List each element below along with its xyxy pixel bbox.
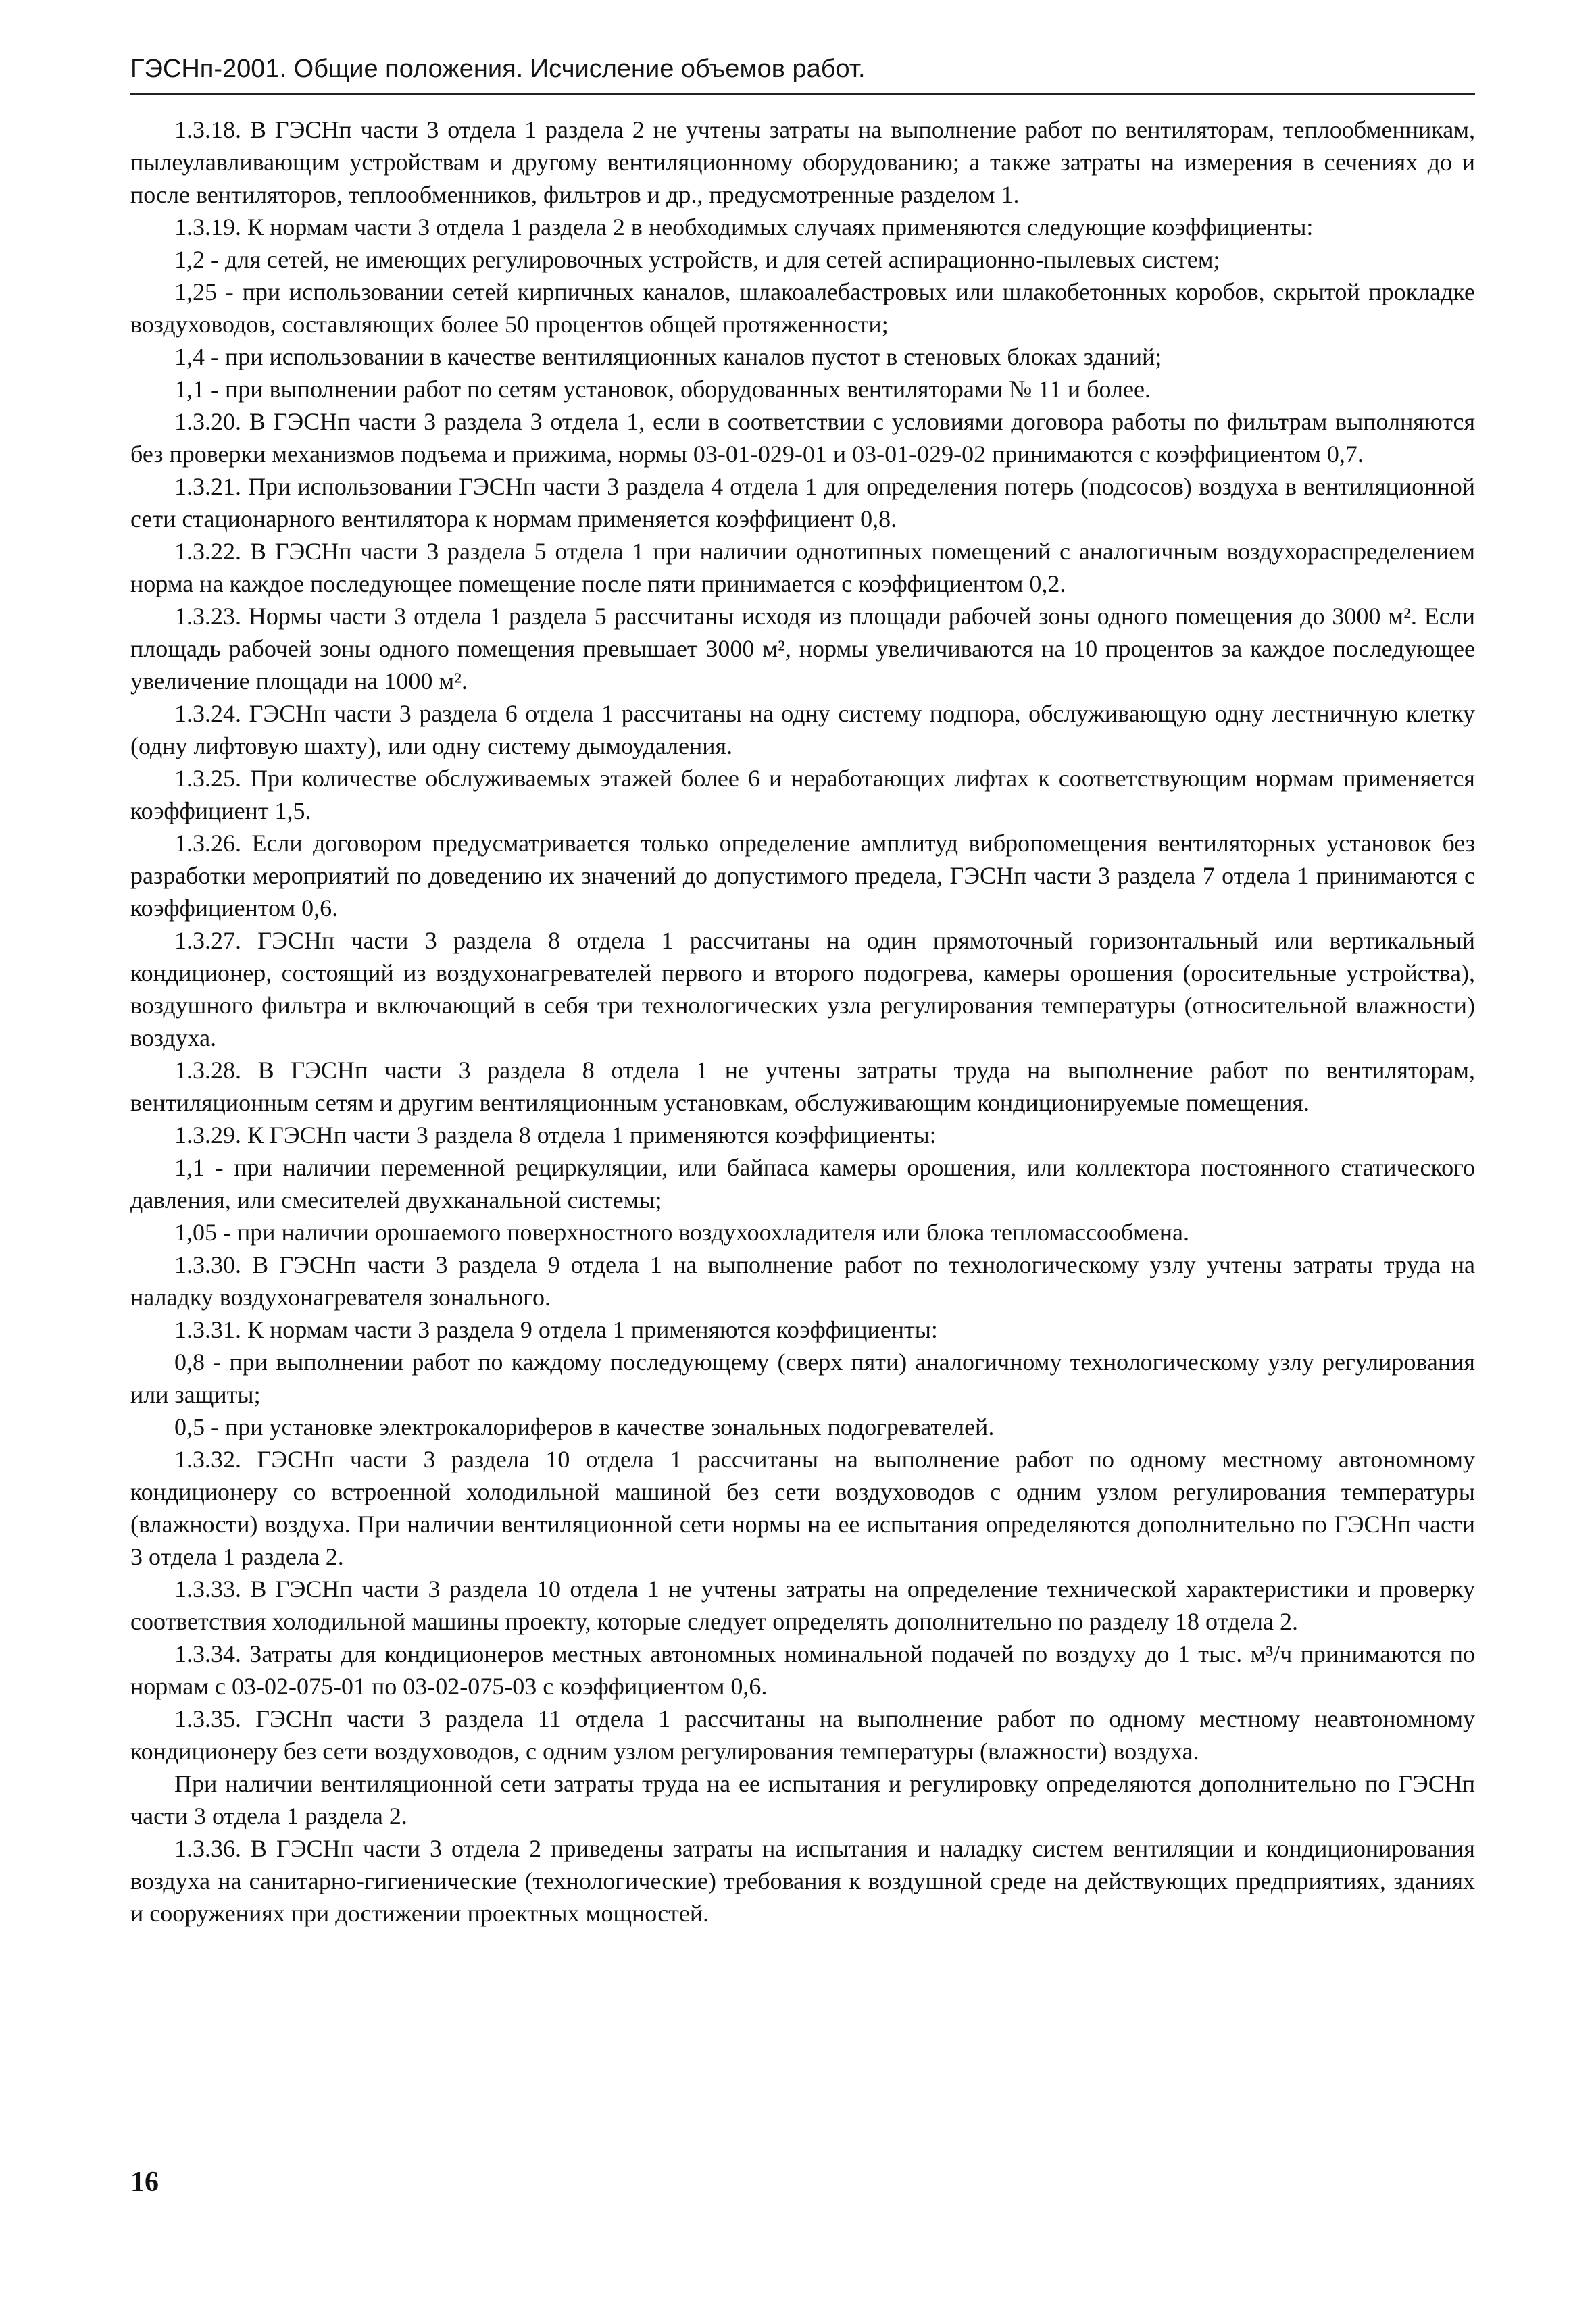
coefficient-item: 1,05 - при наличии орошаемого поверхностного воздухоохладителя или блока тепломассообмена. [174,1219,1189,1246]
paragraph-1-3-33: 1.3.33. В ГЭСНп части 3 раздела 10 отдела 1 не учтены затраты на определение технической характеристики и проверку соответствия холодильной машины проекту, которые следует определять дополнительно по разделу 18 отдела 2. [130,1576,1475,1635]
coefficient-item: 1,25 - при использовании сетей кирпичных каналов, шлакоалебастровых или шлакобетонных коробов, скрытой прокладке воздуховодов, составляющих более 50 процентов общей протяженности; [130,278,1475,338]
paragraph-1-3-36: 1.3.36. В ГЭСНп части 3 отдела 2 приведены затраты на испытания и наладку систем вентиляции и кондиционирования воздуха на санитарно-гигиенические (технологические) требования к воздушной среде на действующих предприятиях, зданиях и сооружениях при достижении проектных мощностей. [130,1835,1475,1927]
coefficient-item: 0,8 - при выполнении работ по каждому последующему (сверх пяти) аналогичному технологическому узлу регулирования или защиты; [130,1349,1475,1408]
paragraph-1-3-19: 1.3.19. К нормам части 3 отдела 1 раздела 2 в необходимых случаях применяются следующие коэффициенты: [174,213,1314,241]
paragraph-1-3-20: 1.3.20. В ГЭСНп части 3 раздела 3 отдела 1, если в соответствии с условиями договора работы по фильтрам выполняются без проверки механизмов подъема и прижима, нормы 03-01-029-01 и 03-01-029-02 принимаются с коэффициентом 0,7. [130,408,1475,468]
page-number: 16 [130,2167,159,2198]
coefficient-item: 0,5 - при установке электрокалориферов в качестве зональных подогревателей. [174,1413,995,1440]
paragraph-1-3-30: 1.3.30. В ГЭСНп части 3 раздела 9 отдела 1 на выполнение работ по технологическому узлу учтены затраты труда на наладку воздухонагревателя зонального. [130,1251,1475,1311]
paragraph-1-3-31: 1.3.31. К нормам части 3 раздела 9 отдела 1 применяются коэффициенты: [174,1316,938,1343]
paragraph-1-3-25: 1.3.25. При количестве обслуживаемых этажей более 6 и неработающих лифтах к соответствующим нормам применяется коэффициент 1,5. [130,765,1475,824]
paragraph-1-3-34: 1.3.34. Затраты для кондиционеров местных автономных номинальной подачей по воздуху до 1 тыс. м³/ч принимаются по нормам с 03-02-075-01 по 03-02-075-03 с коэффициентом 0,6. [130,1640,1475,1700]
coefficient-item: 1,1 - при выполнении работ по сетям установок, оборудованных вентиляторами № 11 и более. [174,376,1151,403]
paragraph-1-3-28: 1.3.28. В ГЭСНп части 3 раздела 8 отдела 1 не учтены затраты труда на выполнение работ по вентиляторам, вентиляционным сетям и другим вентиляционным установкам, обслуживающим кондиционируемые помещения. [130,1057,1475,1116]
paragraph-1-3-27: 1.3.27. ГЭСНп части 3 раздела 8 отдела 1 рассчитаны на один прямоточный горизонтальный или вертикальный кондиционер, состоящий из воздухонагревателей первого и второго подогрева, камеры орошения (оросительные устройства), воздушного фильтра и включающий в себя три технологических узла регулирования температуры (относительной влажности) воздуха. [130,927,1475,1051]
coefficient-item: 1,2 - для сетей, не имеющих регулировочных устройств, и для сетей аспирационно-пылевых систем; [174,246,1220,273]
paragraph-1-3-29: 1.3.29. К ГЭСНп части 3 раздела 8 отдела 1 применяются коэффициенты: [174,1122,937,1149]
paragraph-1-3-22: 1.3.22. В ГЭСНп части 3 раздела 5 отдела 1 при наличии однотипных помещений с аналогичным воздухораспределением норма на каждое последующее помещение после пяти принимается с коэффициентом 0,2. [130,538,1475,597]
paragraph-1-3-32: 1.3.32. ГЭСНп части 3 раздела 10 отдела 1 рассчитаны на выполнение работ по одному местному автономному кондиционеру со встроенной холодильной машиной без сети воздуховодов с одним узлом регулирования температуры (влажности) воздуха. При наличии вентиляционной сети нормы на ее испытания определяются дополнительно по ГЭСНп части 3 отдела 1 раздела 2. [130,1446,1475,1570]
header-rule [130,93,1475,95]
running-header-title: ГЭСНп-2001. Общие положения. Исчисление объемов работ. [130,55,866,83]
body-text [130,114,1475,1930]
coefficient-item: 1,4 - при использовании в качестве вентиляционных каналов пустот в стеновых блоках зданий; [174,343,1162,370]
paragraph-1-3-35: 1.3.35. ГЭСНп части 3 раздела 11 отдела 1 рассчитаны на выполнение работ по одному местному неавтономному кондиционеру без сети воздуховодов, с одним узлом регулирования температуры (влажности) воздуха. [130,1705,1475,1765]
paragraph-1-3-24: 1.3.24. ГЭСНп части 3 раздела 6 отдела 1 рассчитаны на одну систему подпора, обслуживающую одну лестничную клетку (одну лифтовую шахту), или одну систему дымоудаления. [130,700,1475,759]
paragraph-1-3-26: 1.3.26. Если договором предусматривается только определение амплитуд вибропомещения вентиляторных установок без разработки мероприятий по доведению их значений до допустимого предела, ГЭСНп части 3 раздела 7 отдела 1 принимаются с коэффициентом 0,6. [130,830,1475,922]
paragraph-1-3-21: 1.3.21. При использовании ГЭСНп части 3 раздела 4 отдела 1 для определения потерь (подсосов) воздуха в вентиляционной сети стационарного вентилятора к нормам применяется коэффициент 0,8. [130,473,1475,532]
paragraph-1-3-35-continued: При наличии вентиляционной сети затраты труда на ее испытания и регулировку определяются дополнительно по ГЭСНп части 3 отдела 1 раздела 2. [130,1770,1475,1830]
coefficient-item: 1,1 - при наличии переменной рециркуляции, или байпаса камеры орошения, или коллектора постоянного статического давления, или смесителей двухканальной системы; [130,1154,1475,1213]
paragraph-1-3-23: 1.3.23. Нормы части 3 отдела 1 раздела 5 рассчитаны исходя из площади рабочей зоны одного помещения до 3000 м². Если площадь рабочей зоны одного помещения превышает 3000 м², нормы увеличиваются на 10 процентов за каждое последующее увеличение площади на 1000 м². [130,603,1475,695]
paragraph-1-3-18: 1.3.18. В ГЭСНп части 3 отдела 1 раздела 2 не учтены затраты на выполнение работ по вентиляторам, теплообменникам, пылеулавливающим устройствам и другому вентиляционному оборудованию; а также затраты на измерения в сечениях до и после вентиляторов, теплообменников, фильтров и др., предусмотренные разделом 1. [130,116,1475,208]
